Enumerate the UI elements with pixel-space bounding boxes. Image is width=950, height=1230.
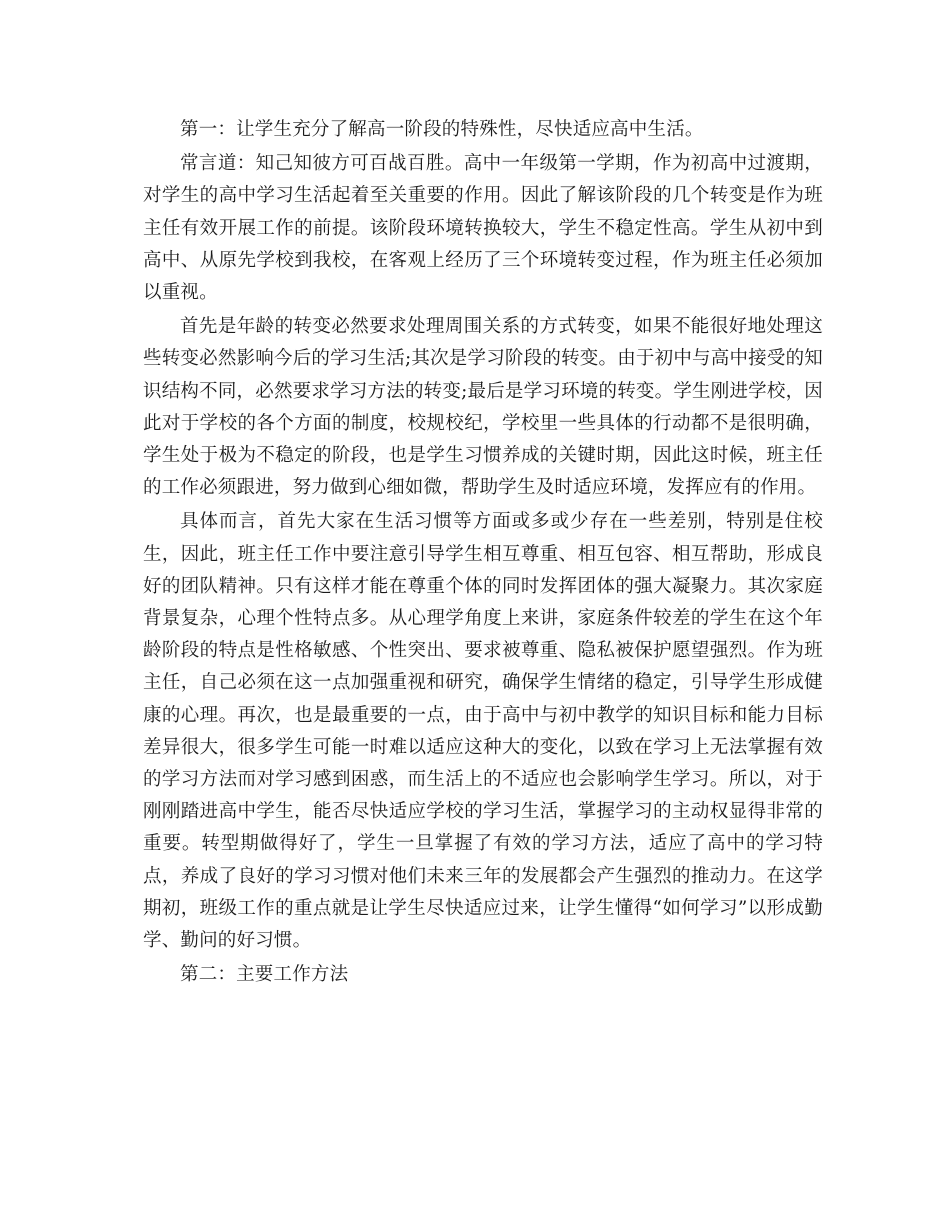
section-heading-2: 第二：主要工作方法 [180,964,349,986]
section-heading-1: 第一：让学生充分了解高一阶段的特殊性，尽快适应高中生活。 [180,119,704,140]
document-body [143,114,823,993]
paragraph-2: 首先是年龄的转变必然要求处理周围关系的方式转变，如果不能很好地处理这些转变必然影响今后的学习生活;其次是学习阶段的转变。由于初中与高中接受的知识结构不同，必然要求学习方法的转变;最后是学习环境的转变。学生刚进学校，因此对于学校的各个方面的制度，校规校纪，学校里一些具体的行动都不是很明确，学生处于极为不稳定的阶段，也是学生习惯养成的关键时期，因此这时候，班主任的工作必须跟进，努力做到心细如微，帮助学生及时适应环境，发挥应有的作用。 [143,316,823,499]
paragraph-1: 常言道：知己知彼方可百战百胜。高中一年级第一学期，作为初高中过渡期，对学生的高中学习生活起着至关重要的作用。因此了解该阶段的几个转变是作为班主任有效开展工作的前提。该阶段环境转换较大，学生不稳定性高。学生从初中到高中、从原先学校到我校，在客观上经历了三个环境转变过程，作为班主任必须加以重视。 [143,153,823,304]
paragraph-3: 具体而言，首先大家在生活习惯等方面或多或少存在一些差别，特别是住校生，因此，班主任工作中要注意引导学生相互尊重、相互包容、相互帮助，形成良好的团队精神。只有这样才能在尊重个体的同时发挥团体的强大凝聚力。其次家庭背景复杂，心理个性特点多。从心理学角度上来讲，家庭条件较差的学生在这个年龄阶段的特点是性格敏感、个性突出、要求被尊重、隐私被保护愿望强烈。作为班主任，自己必须在这一点加强重视和研究，确保学生情绪的稳定，引导学生形成健康的心理。再次，也是最重要的一点，由于高中与初中教学的知识目标和能力目标差异很大，很多学生可能一时难以适应这种大的变化，以致在学习上无法掌握有效的学习方法而对学习感到困惑，而生活上的不适应也会影响学生学习。所以，对于刚刚踏进高中学生，能否尽快适应学校的学习生活，掌握学习的主动权显得非常的重要。转型期做得好了，学生一旦掌握了有效的学习方法，适应了高中的学习特点，养成了良好的学习习惯对他们未来三年的发展都会产生强烈的推动力。在这学期初，班级工作的重点就是让学生尽快适应过来，让学生懂得“如何学习”以形成勤学、勤问的好习惯。 [143,511,823,952]
